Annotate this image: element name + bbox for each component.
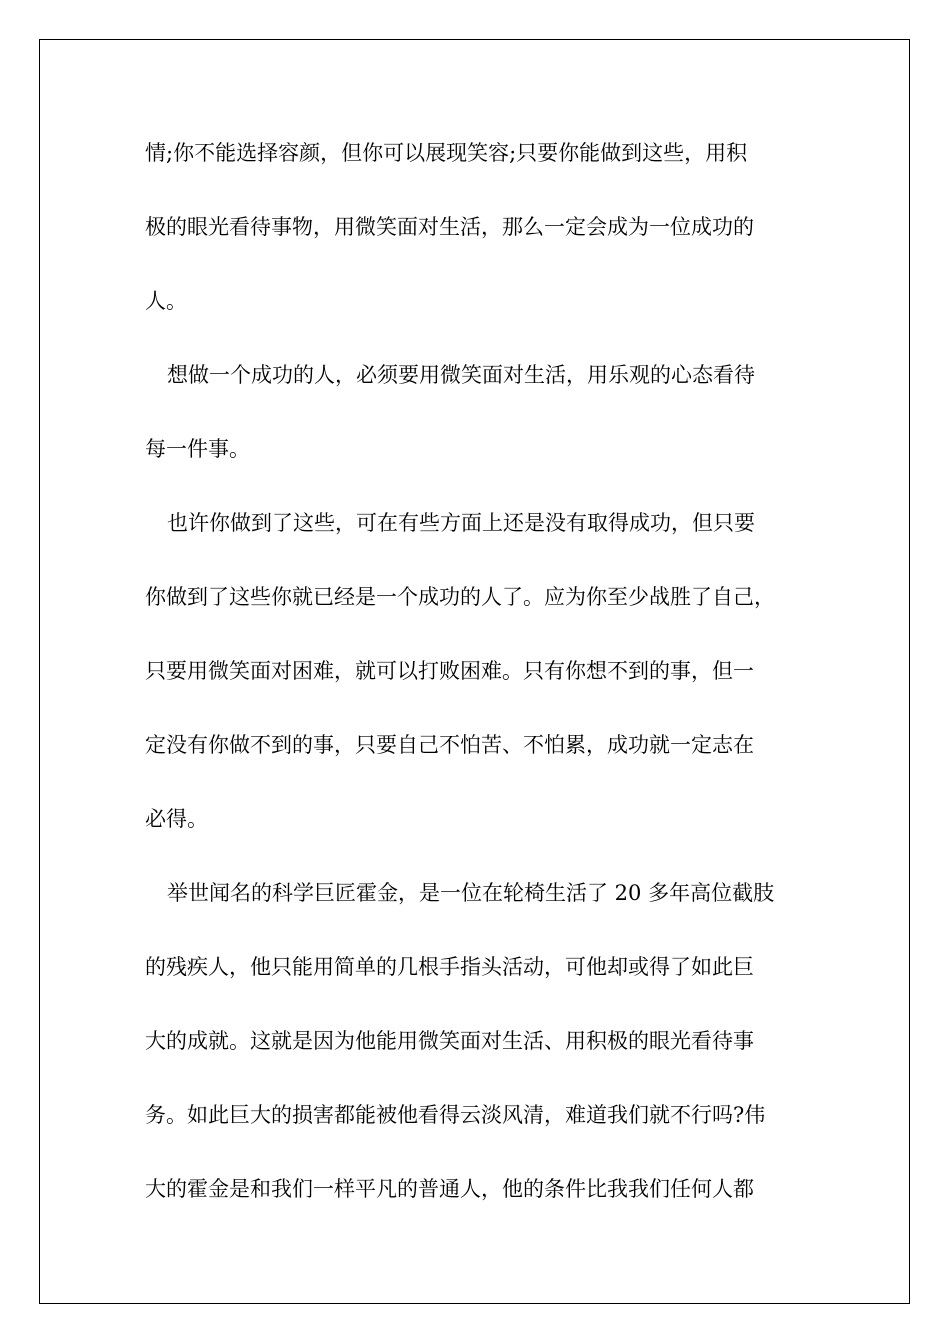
document-body bbox=[145, 116, 805, 1226]
text-line: 人。 bbox=[145, 289, 187, 313]
paragraph-start-line: 举世闻名的科学巨匠霍金，是一位在轮椅生活了 20 多年高位截肢 bbox=[167, 881, 775, 905]
paragraph-start-line: 想做一个成功的人，必须要用微笑面对生活，用乐观的心态看待 bbox=[167, 363, 755, 387]
paragraph-start-line: 也许你做到了这些，可在有些方面上还是没有取得成功，但只要 bbox=[167, 511, 755, 535]
text-line: 务。如此巨大的损害都能被他看得云淡风清，难道我们就不行吗?伟 bbox=[145, 1103, 766, 1127]
text-line: 定没有你做不到的事，只要自己不怕苦、不怕累，成功就一定志在 bbox=[145, 733, 754, 757]
text-line: 的残疾人，他只能用简单的几根手指头活动，可他却或得了如此巨 bbox=[145, 955, 754, 979]
text-line: 极的眼光看待事物，用微笑面对生活，那么一定会成为一位成功的 bbox=[145, 215, 754, 239]
text-line: 情;你不能选择容颜，但你可以展现笑容;只要你能做到这些，用积 bbox=[145, 141, 748, 165]
text-line: 大的成就。这就是因为他能用微笑面对生活、用积极的眼光看待事 bbox=[145, 1029, 754, 1053]
text-line: 每一件事。 bbox=[145, 437, 250, 461]
text-line: 大的霍金是和我们一样平凡的普通人，他的条件比我我们任何人都 bbox=[145, 1177, 754, 1201]
text-line: 你做到了这些你就已经是一个成功的人了。应为你至少战胜了自己， bbox=[145, 585, 775, 609]
text-line: 只要用微笑面对困难，就可以打败困难。只有你想不到的事，但一 bbox=[145, 659, 754, 683]
text-line: 必得。 bbox=[145, 807, 208, 831]
